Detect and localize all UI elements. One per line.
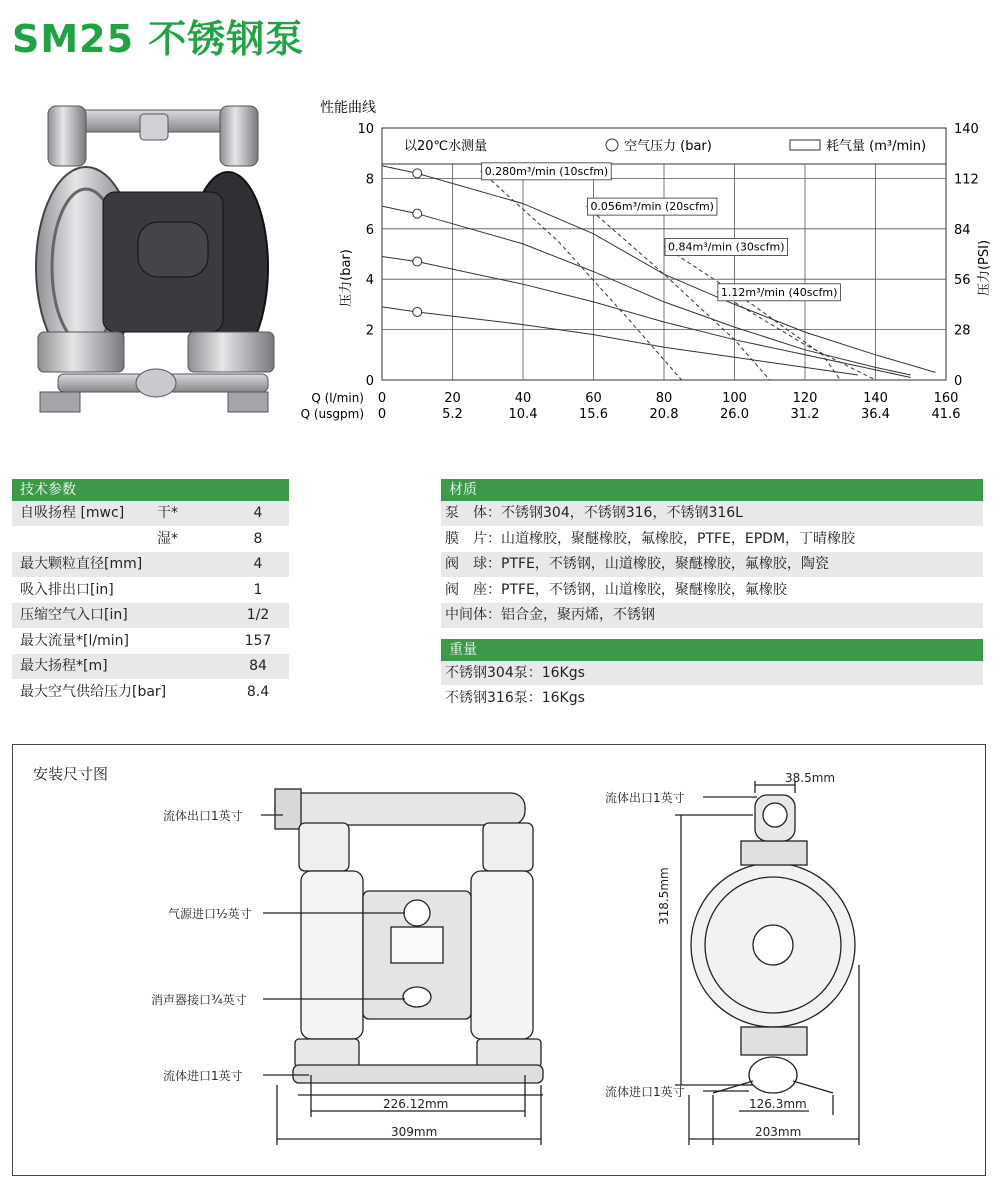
- side-outlet-label: 流体出口1英寸: [605, 791, 685, 805]
- material-row: [441, 578, 983, 604]
- install-title: 安装尺寸图: [33, 765, 109, 783]
- y-tick-right: 0: [954, 374, 963, 389]
- dim-309: 309mm: [391, 1125, 438, 1139]
- materials-heading: 材质: [441, 479, 983, 501]
- pump-photo: [28, 92, 280, 422]
- inlet-label: 流体进口1英寸: [163, 1069, 243, 1083]
- y-tick-left: 6: [365, 222, 374, 238]
- y-tick-left: 10: [357, 122, 374, 137]
- material-row: [441, 501, 983, 527]
- y-tick-left: 2: [365, 323, 374, 339]
- dim-226: 226.12mm: [383, 1097, 449, 1111]
- weight-row: [441, 661, 983, 687]
- material-row-text: 中间体：铝合金，聚丙烯，不锈钢: [445, 607, 655, 623]
- x-tick-usgpm: 0: [377, 407, 387, 422]
- x-tick-usgpm: 31.2: [790, 407, 820, 422]
- x-tick-lpm: 0: [377, 391, 387, 406]
- y-tick-right: 56: [954, 273, 971, 289]
- y-tick-right: 112: [954, 172, 979, 188]
- dim-126: 126.3mm: [749, 1097, 807, 1111]
- x-tick-usgpm: 36.4: [861, 407, 890, 422]
- material-row-text: 膜 片：山道橡胶，聚醚橡胶，氟橡胶，PTFE，EPDM，丁晴橡胶: [445, 530, 856, 547]
- x-tick-lpm: 60: [585, 391, 602, 406]
- chart-panel-title: 性能曲线: [320, 100, 376, 116]
- y-label-right: 压力(PSI): [977, 239, 992, 297]
- material-row: [441, 527, 983, 553]
- x-tick-lpm: 40: [514, 391, 532, 406]
- spec-row: [12, 629, 289, 655]
- spec-value: 157: [244, 632, 272, 649]
- weight-heading: 重量: [441, 639, 983, 661]
- legend-air: 空气压力 (bar): [624, 139, 712, 154]
- install-drawing: [13, 745, 985, 1175]
- muffler-label: 消声器接口¾英寸: [151, 993, 247, 1007]
- air-inlet-label: 气源进口½英寸: [168, 907, 252, 921]
- air-pressure-marker: [413, 169, 422, 178]
- x-tick-lpm: 160: [933, 391, 959, 406]
- side-inlet-label: 流体进口1英寸: [605, 1085, 685, 1099]
- spec-row: [12, 552, 289, 578]
- spec-value: 4: [253, 556, 263, 572]
- spec-value: 1/2: [246, 607, 270, 623]
- air-consumption-label: 1.12m³/min (40scfm): [720, 285, 838, 299]
- spec-value: 8: [253, 530, 263, 547]
- weight-row-text: 不锈钢316泵：16Kgs: [445, 690, 585, 706]
- spec-row: [12, 578, 289, 604]
- spec-key: 压缩空气入口[in]: [20, 607, 128, 623]
- material-row: [441, 552, 983, 578]
- air-pressure-marker: [413, 209, 422, 218]
- y-tick-right: 84: [954, 222, 971, 238]
- spec-key: 最大扬程*[m]: [20, 658, 108, 674]
- y-tick-left: 0: [365, 374, 374, 389]
- x-tick-lpm: 120: [792, 391, 818, 406]
- x-tick-lpm: 100: [722, 391, 747, 406]
- spec-row: [12, 603, 289, 629]
- material-row-text: 泵 体：不锈钢304，不锈钢316，不锈钢316L: [445, 505, 743, 521]
- x-tick-lpm: 20: [444, 391, 461, 406]
- air-consumption-label: 0.056m³/min (20scfm): [590, 200, 714, 214]
- spec-key: 自吸扬程 [mwc]: [20, 505, 125, 521]
- spec-sub: 干*: [157, 505, 178, 521]
- spec-value: 1: [253, 581, 263, 598]
- x-tick-usgpm: 26.0: [720, 407, 749, 422]
- spec-row: [12, 501, 289, 527]
- x-tick-usgpm: 15.6: [579, 407, 608, 422]
- spec-row: [12, 527, 289, 553]
- legend-consumption: 耗气量 (m³/min): [826, 139, 927, 154]
- spec-key: 最大空气供给压力[bar]: [20, 683, 167, 700]
- x-tick-usgpm: 41.6: [931, 407, 961, 422]
- dim-38: 38.5mm: [785, 771, 836, 785]
- y-label-left: 压力(bar): [339, 249, 354, 307]
- outlet-label: 流体出口1英寸: [163, 809, 243, 823]
- air-consumption-label: 0.280m³/min (10scfm): [484, 164, 609, 178]
- material-row-text: 阀 座：PTFE，不锈钢，山道橡胶，聚醚橡胶，氟橡胶: [445, 581, 787, 598]
- spec-value: 8.4: [246, 683, 270, 700]
- specs-table: [12, 479, 289, 705]
- x-tick-lpm: 140: [863, 391, 888, 406]
- x-tick-usgpm: 5.2: [442, 407, 463, 422]
- spec-value: 4: [253, 505, 263, 521]
- x-tick-usgpm: 20.8: [649, 407, 679, 422]
- materials-table: [441, 479, 983, 712]
- y-tick-left: 4: [365, 273, 374, 289]
- y-tick-left: 8: [365, 172, 374, 188]
- weight-row-text: 不锈钢304泵：16Kgs: [445, 664, 585, 681]
- performance-chart: [300, 92, 1000, 432]
- material-row-text: 阀 球：PTFE，不锈钢，山道橡胶，聚醚橡胶，氟橡胶，陶瓷: [445, 556, 829, 572]
- air-pressure-marker: [413, 257, 422, 266]
- performance-chart-svg: [300, 92, 1000, 432]
- air-consumption-label: 0.84m³/min (30scfm): [668, 240, 785, 254]
- spec-key: 吸入排出口[in]: [20, 581, 114, 598]
- y-tick-right: 140: [954, 122, 979, 137]
- dim-318: 318.5mm: [657, 867, 671, 925]
- material-row: [441, 603, 983, 629]
- x-label-usgpm: Q (usgpm): [300, 407, 364, 421]
- dim-203: 203mm: [755, 1125, 802, 1139]
- legend-measured: 以20℃水测量: [404, 139, 488, 154]
- x-tick-usgpm: 10.4: [508, 407, 538, 422]
- x-label-lpm: Q (l/min): [311, 391, 364, 405]
- page-title: SM25 不锈钢泵: [12, 17, 305, 61]
- install-dimensions-panel: [12, 744, 986, 1176]
- spec-value: 84: [249, 658, 267, 674]
- weight-row: [441, 686, 983, 712]
- spec-sub: 湿*: [157, 530, 178, 547]
- spec-key: 最大流量*[l/min]: [20, 632, 129, 649]
- y-tick-right: 28: [954, 323, 971, 339]
- x-tick-lpm: 80: [655, 391, 673, 406]
- legend-consumption-box: [790, 140, 820, 150]
- spec-key: 最大颗粒直径[mm]: [20, 556, 143, 572]
- air-pressure-marker: [413, 307, 422, 316]
- spec-row: [12, 654, 289, 680]
- specs-heading: 技术参数: [12, 479, 289, 501]
- legend-air-marker: [606, 139, 618, 151]
- spec-row: [12, 680, 289, 706]
